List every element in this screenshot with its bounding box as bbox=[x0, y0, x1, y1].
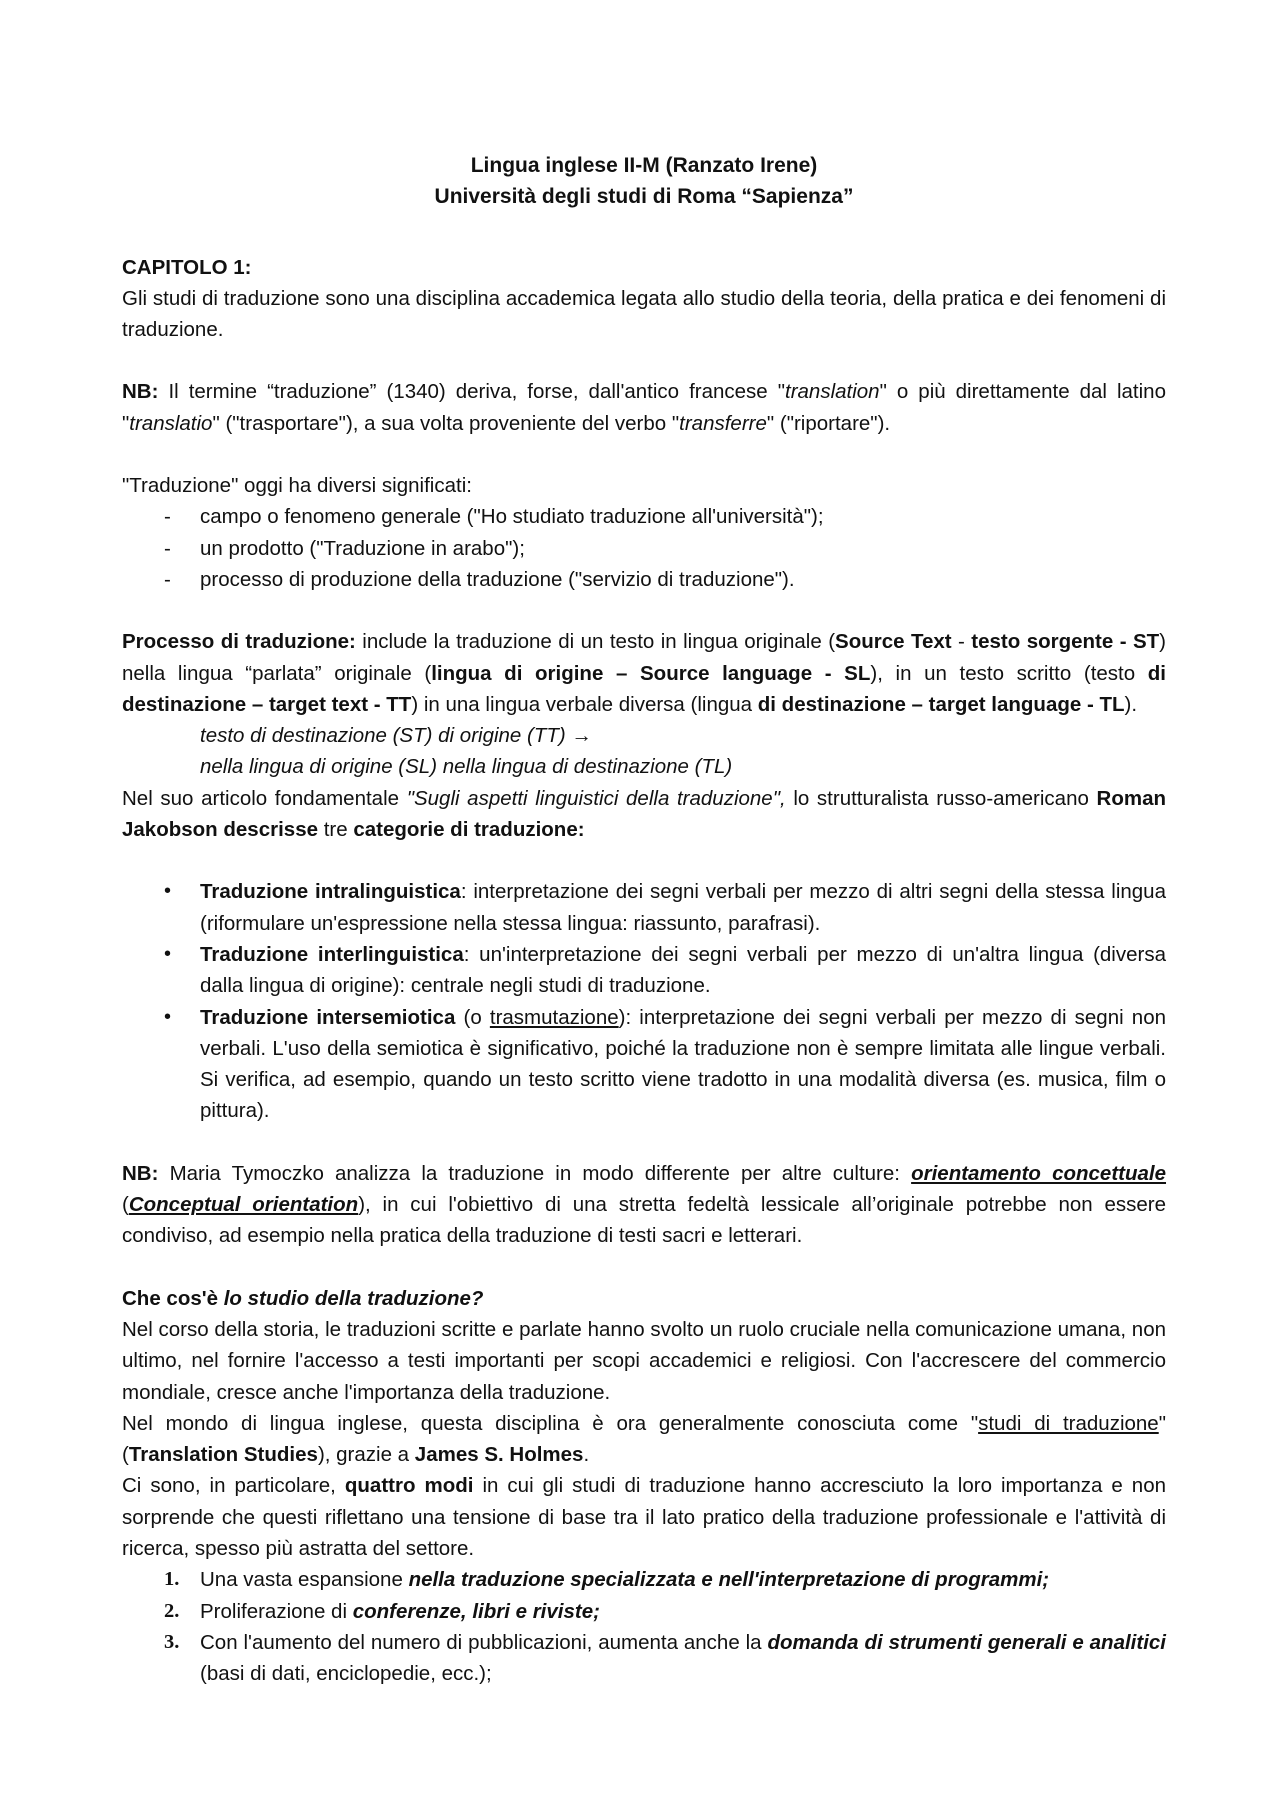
list-item: - processo di produzione della traduzione ("servizio di traduzione"). bbox=[164, 567, 795, 591]
list-item: - campo o fenomeno generale ("Ho studiato traduzione all'università"); bbox=[164, 505, 824, 529]
bullet-icon: • bbox=[164, 1005, 172, 1028]
meanings-list bbox=[122, 501, 1166, 595]
nb-label: NB: bbox=[122, 380, 159, 404]
nb-label: NB: bbox=[122, 1161, 159, 1185]
document-page bbox=[122, 150, 1166, 1689]
study-paragraph-2: Nel mondo di lingua inglese, questa disciplina è ora generalmente conosciuta come "studi di traduzione" (Translation Studies), grazie a James S. Holmes. bbox=[122, 1411, 1166, 1467]
process-diagram-line-1: testo di destinazione (ST) di origine (TT) → bbox=[200, 724, 592, 748]
list-item: • Traduzione intersemiotica (o trasmutazione): interpretazione dei segni verbali per mezzo di segni non verbali. L'uso della semiotica è significativo, poiché la traduzione non è sempre limitata alle lingue verbali. Si verifica, ad esempio, quando un testo scritto viene tradotto in una modalità diversa (es. musica, film o pittura). bbox=[122, 1002, 1166, 1127]
nb-etymology-paragraph: NB: Il termine “traduzione” (1340) deriva, forse, dall'antico francese "translation" o più direttamente dal latino "translatio" ("trasportare"), a sua volta proveniente del verbo "transferre" ("riportare"). bbox=[122, 380, 1166, 435]
course-title: Lingua inglese II-M (Ranzato Irene) bbox=[470, 154, 818, 177]
study-paragraph-1: Nel corso della storia, le traduzioni scritte e parlate hanno svolto un ruolo cruciale nella comunicazione umana, non ultimo, nel fornire l'accesso a testi importanti per scopi accademici e religiosi. Con l'accrescere del commercio mondiale, cresce anche l'importanza della traduzione. bbox=[122, 1317, 1166, 1404]
translation-categories-list bbox=[122, 876, 1166, 1126]
list-item: 3. Con l'aumento del numero di pubblicazioni, aumenta anche la domanda di strumenti generali e analitici (basi di dati, enciclopedie, ecc.); bbox=[164, 1630, 1166, 1686]
process-diagram-line-2: nella lingua di origine (SL) nella lingua di destinazione (TL) bbox=[200, 755, 733, 779]
bullet-icon: • bbox=[164, 942, 172, 965]
four-ways-list bbox=[122, 1564, 1166, 1689]
chapter-intro: Gli studi di traduzione sono una disciplina accademica legata allo studio della teoria, della pratica e dei fenomeni di traduzione. bbox=[122, 286, 1166, 342]
chapter-heading: CAPITOLO 1: bbox=[122, 255, 252, 279]
nb-tymoczko-paragraph: NB: Maria Tymoczko analizza la traduzione in modo differente per altre culture: orientamento concettuale (Conceptual orientation), in cui l'obiettivo di una stretta fedeltà lessicale all’originale potrebbe non essere condiviso, ad esempio nella pratica della traduzione di testi sacri e letterari. bbox=[122, 1161, 1167, 1248]
arrow-right-icon: → bbox=[571, 724, 592, 748]
bullet-icon: • bbox=[164, 880, 172, 903]
study-paragraph-3: Ci sono, in particolare, quattro modi in cui gli studi di traduzione hanno accresciuto la loro importanza e non sorprende che questi riflettano una tensione di base tra il lato pratico della traduzione professionale e l'attività di ricerca, spesso più astratta del settore. bbox=[122, 1474, 1167, 1560]
document-header bbox=[122, 150, 1166, 213]
list-item: • Traduzione interlinguistica: un'interpretazione dei segni verbali per mezzo di un'altra lingua (diversa dalla lingua di origine): centrale negli studi di traduzione. bbox=[122, 939, 1166, 1002]
meanings-intro: "Traduzione" oggi ha diversi significati: bbox=[122, 474, 472, 498]
university-title: Università degli studi di Roma “Sapienza” bbox=[434, 185, 854, 209]
study-heading: Che cos'è lo studio della traduzione? bbox=[122, 1286, 484, 1310]
list-item: 2. Proliferazione di conferenze, libri e riviste; bbox=[164, 1599, 600, 1623]
list-item: - un prodotto ("Traduzione in arabo"); bbox=[164, 536, 525, 560]
list-item: 1. Una vasta espansione nella traduzione specializzata e nell'interpretazione di programmi; bbox=[164, 1568, 1050, 1592]
translation-process-paragraph: Processo di traduzione: include la traduzione di un testo in lingua originale (Source Text - testo sorgente - ST) nella lingua “parlata” originale (lingua di origine – Source language - SL), in un testo scritto (testo di destinazione – target text - TT) in una lingua verbale diversa (lingua di destinazione – target language - TL). bbox=[122, 630, 1166, 716]
jakobson-paragraph: Nel suo articolo fondamentale "Sugli aspetti linguistici della traduzione", lo strutturalista russo-americano Roman Jakobson descrisse tre categorie di traduzione: bbox=[122, 786, 1166, 842]
list-item: • Traduzione intralinguistica: interpretazione dei segni verbali per mezzo di altri segni della stessa lingua (riformulare un'espressione nella stessa lingua: riassunto, parafrasi). bbox=[122, 876, 1166, 939]
